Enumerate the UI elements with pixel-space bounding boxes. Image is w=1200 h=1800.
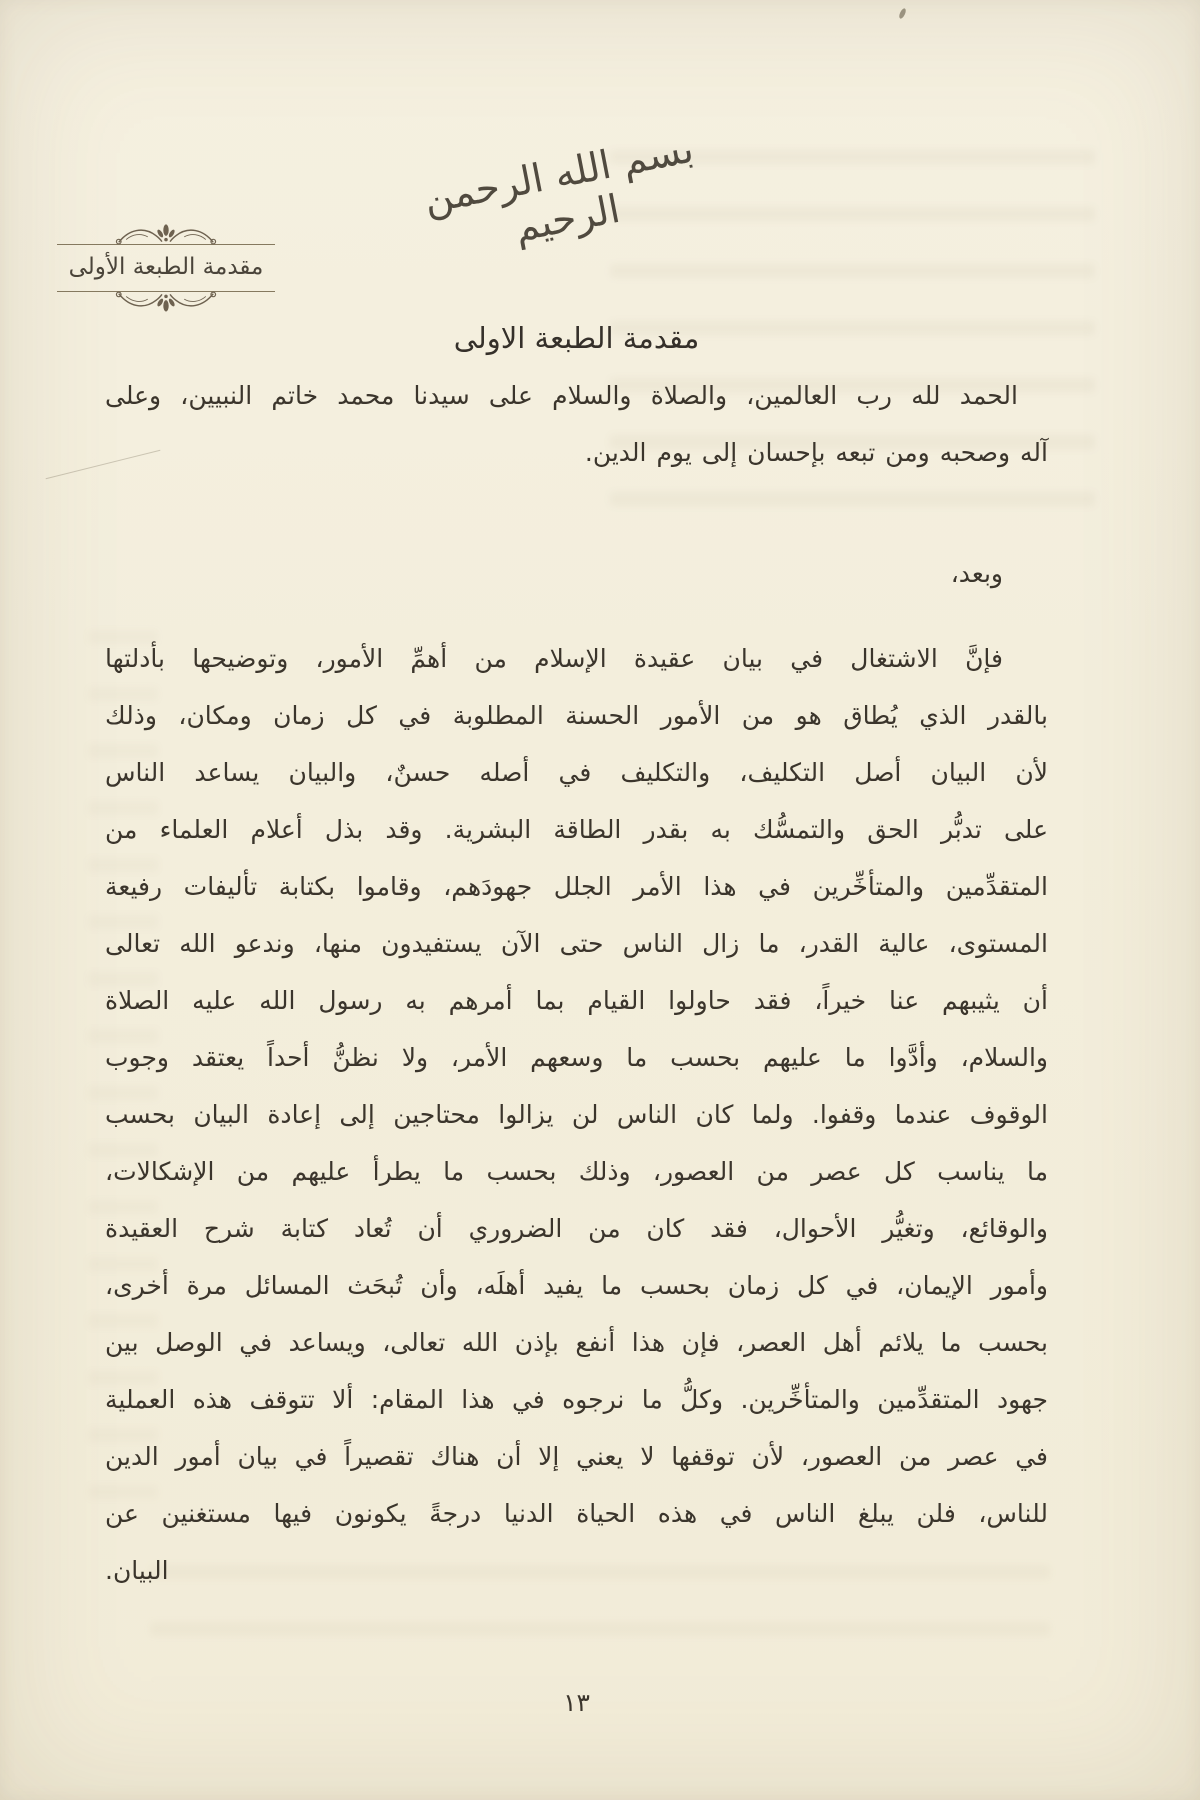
text-line: بحسب ما يلائم أهل العصر، فإن هذا أنفع بإذن الله تعالى، ويساعد في الوصل بين: [105, 1328, 1048, 1357]
text-line: فإنَّ الاشتغال في بيان عقيدة الإسلام من أهمِّ الأمور، وتوضيحها بأدلتها: [105, 644, 1003, 673]
margin-edition-label: [54, 220, 278, 316]
text-line: المستوى، عالية القدر، ما زال الناس حتى الآن يستفيدون منها، وندعو الله تعالى: [105, 929, 1048, 958]
scan-speck: [898, 7, 907, 19]
text-line: البيان.: [105, 1556, 169, 1585]
text-line: الحمد لله رب العالمين، والصلاة والسلام على سيدنا محمد خاتم النبيين، وعلى: [105, 381, 1018, 410]
text-line: آله وصحبه ومن تبعه بإحسان إلى يوم الدين.: [584, 438, 1048, 467]
basmala-calligraphy: بسم الله الرحمن الرحيم: [420, 126, 698, 252]
text-line: أن يثيبهم عنا خيراً، فقد حاولوا القيام بما أمرهم به رسول الله عليه الصلاة: [105, 986, 1048, 1015]
text-line: المتقدِّمين والمتأخِّرين في هذا الأمر الجلل جهودَهم، وقاموا بكتابة تأليفات رفيعة: [105, 872, 1048, 901]
text-line: وبعد،: [950, 559, 1003, 588]
text-line: لأن البيان أصل التكليف، والتكليف في أصله حسنٌ، والبيان يساعد الناس: [105, 758, 1048, 787]
text-line: في عصر من العصور، لأن توقفها لا يعني إلا أن هناك تقصيراً في بيان أمور الدين: [105, 1442, 1048, 1471]
text-line: والسلام، وأدَّوا ما عليهم بحسب ما وسعهم الأمر، ولا نظنُّ أحداً يعتقد وجوب: [105, 1043, 1048, 1072]
text-line: الوقوف عندما وقفوا. ولما كان الناس لن يزالوا محتاجين إلى إعادة البيان بحسب: [105, 1100, 1048, 1129]
text-line: والوقائع، وتغيُّر الأحوال، فقد كان من الضروري أن تُعاد كتابة شرح العقيدة: [105, 1214, 1048, 1243]
paragraph-main: [105, 630, 1048, 1599]
text-line: وأمور الإيمان، في كل زمان بحسب ما يفيد أهلَه، وأن تُبحَث المسائل مرة أخرى،: [105, 1271, 1048, 1300]
section-heading: مقدمة الطبعة الاولى: [453, 321, 700, 355]
floral-ornament-icon: [114, 220, 218, 247]
text-line: ما يناسب كل عصر من العصور، وذلك بحسب ما يطرأ عليهم من الإشكالات،: [105, 1157, 1048, 1186]
page-number: ١٣: [563, 1688, 590, 1717]
margin-label-text: مقدمة الطبعة الأولى: [68, 254, 264, 280]
text-line: للناس، فلن يبلغ الناس في هذه الحياة الدنيا درجةً يكونون فيها مستغنين عن: [105, 1499, 1048, 1528]
paragraph-waba3d: [105, 545, 1048, 602]
text-line: بالقدر الذي يُطاق هو من الأمور الحسنة المطلوبة في كل زمان ومكان، وذلك: [105, 701, 1048, 730]
text-column: [105, 310, 1048, 1599]
text-line: على تدبُّر الحق والتمسُّك به بقدر الطاقة البشرية. وقد بذل أعلام العلماء من: [105, 815, 1048, 844]
text-line: جهود المتقدِّمين والمتأخِّرين. وكلُّ ما نرجوه في هذا المقام: ألا تتوقف هذه العملية: [105, 1385, 1048, 1414]
paragraph-opening: [105, 367, 1048, 481]
